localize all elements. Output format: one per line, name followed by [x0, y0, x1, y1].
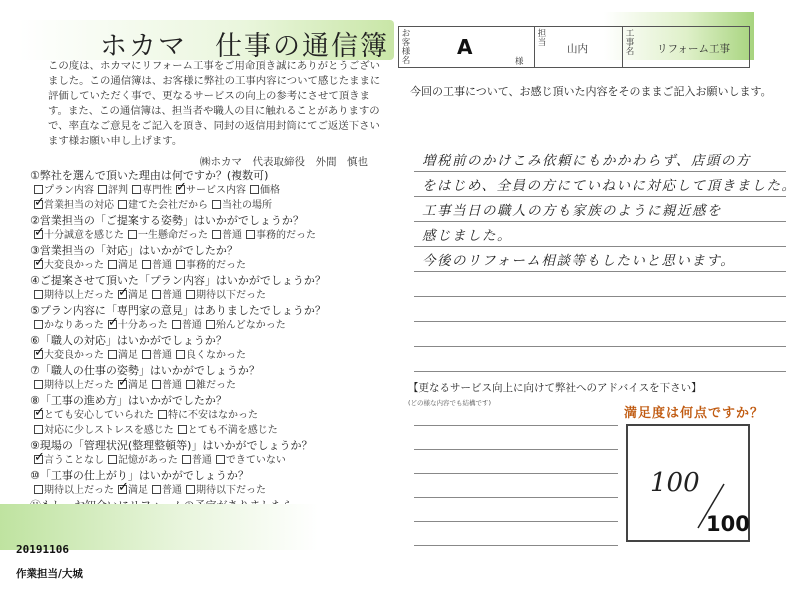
customer-header: [398, 26, 750, 68]
intro-text: この度は、ホカマにリフォーム工事をご用命頂き誠にありがとうございました。この通信簿は、お客様に弊社の工事内容について感じたままに評価していただく事で、更なるサービスの向上の参考にさせて頂きます。また、この通信簿は、担当者や職人の目に触れることがありますので、率直なご意見をご記入を頂き、同封の返信用封筒にてご返送下さいます様お願い申し上げます。: [48, 60, 381, 148]
answer-option[interactable]: [34, 198, 114, 213]
handwritten-comment: 工事当日の職人の方も家族のように親近感を: [422, 203, 722, 219]
comment-prompt: 今回の工事について、お感じ頂いた内容をそのままご記入お願いします。: [410, 85, 772, 98]
question-title: ⑥「職人の対応」はいかがでしょうか？: [30, 334, 227, 347]
checked-checkbox[interactable]: [34, 350, 43, 359]
question-title: ①弊社を選んで頂いた理由は何ですか？(複数可): [30, 169, 269, 182]
checked-checkbox[interactable]: [118, 380, 127, 389]
checkbox[interactable]: [172, 320, 181, 329]
company-name: ホカマ: [100, 31, 187, 62]
checkbox[interactable]: [152, 290, 161, 299]
checkbox[interactable]: [158, 410, 167, 419]
question-title: ⑧「工事の進め方」はいかがでしたか？: [30, 394, 227, 407]
answer-option[interactable]: [34, 408, 154, 423]
answer-option[interactable]: [34, 288, 114, 303]
answer-option[interactable]: [118, 378, 148, 393]
answer-option[interactable]: [34, 453, 104, 468]
survey-left-column: [0, 0, 398, 600]
answer-option-label: 十分誠意を感じた: [44, 230, 124, 241]
checked-checkbox[interactable]: [118, 290, 127, 299]
checkbox[interactable]: [108, 260, 117, 269]
answer-option-label: 建てた会社だから: [128, 200, 208, 211]
answer-option-label: 普通: [152, 350, 172, 361]
checked-checkbox[interactable]: [34, 260, 43, 269]
checkbox[interactable]: [34, 485, 43, 494]
answer-option-label: 雑だった: [196, 380, 236, 391]
answer-option-label: 満足: [128, 485, 148, 496]
checked-checkbox[interactable]: [34, 455, 43, 464]
checkbox[interactable]: [34, 425, 43, 434]
comment-line: [414, 172, 797, 197]
checkbox[interactable]: [108, 455, 117, 464]
answer-option[interactable]: [152, 483, 182, 498]
answer-option[interactable]: [246, 228, 316, 243]
rep-label: 担当: [537, 29, 547, 48]
answer-option[interactable]: [186, 288, 266, 303]
rep-name: 山内: [567, 43, 588, 55]
form-title: 仕事の通信簿: [215, 31, 389, 62]
handwritten-comment: 感じました。: [422, 228, 512, 244]
answer-option[interactable]: [212, 228, 242, 243]
answer-option[interactable]: [34, 483, 114, 498]
checkbox[interactable]: [118, 200, 127, 209]
checkbox[interactable]: [186, 485, 195, 494]
checked-checkbox[interactable]: [176, 185, 185, 194]
advice-line: [414, 402, 618, 426]
checkbox[interactable]: [182, 455, 191, 464]
checkbox[interactable]: [246, 230, 255, 239]
staff-label: 作業担当/大城: [16, 568, 83, 580]
answer-option-label: 普通: [162, 380, 182, 391]
checkbox[interactable]: [176, 350, 185, 359]
date-stamp: 20191106: [16, 543, 69, 556]
answer-option-label: 良くなかった: [186, 350, 246, 361]
question-title: ④ご提案させて頂いた「プラン内容」はいかがでしょうか？: [30, 274, 326, 287]
satisfaction-score: 100: [650, 468, 700, 498]
rep-cell: [535, 27, 623, 67]
answer-option[interactable]: [216, 453, 286, 468]
customer-name-cell: [399, 27, 535, 67]
answer-option[interactable]: [142, 258, 172, 273]
satisfaction-box: [626, 424, 750, 542]
answer-option[interactable]: [34, 258, 104, 273]
comment-line: [414, 247, 786, 272]
answer-option[interactable]: [34, 318, 104, 333]
comment-line: [414, 347, 786, 372]
advice-line: [414, 450, 618, 474]
comment-line: [414, 297, 786, 322]
answer-option-label: 一生懸命だった: [138, 230, 208, 241]
checkbox[interactable]: [142, 350, 151, 359]
answer-option-label: 満足: [128, 290, 148, 301]
answer-option-label: 当社の場所: [222, 200, 272, 211]
answer-option[interactable]: [250, 183, 280, 198]
answer-option-label: 大変良かった: [44, 350, 104, 361]
question-title: ②営業担当の「ご提案する姿勢」はいかがでしょうか？: [30, 214, 304, 227]
answer-option[interactable]: [142, 348, 172, 363]
answer-option-label: 対応に少しストレスを感じた: [44, 425, 174, 436]
answer-option[interactable]: [176, 258, 246, 273]
checkbox[interactable]: [186, 380, 195, 389]
checkbox[interactable]: [98, 185, 107, 194]
checkbox[interactable]: [176, 260, 185, 269]
question-options: [30, 183, 390, 198]
answer-option-label: 期待以上だった: [44, 290, 114, 301]
answer-option[interactable]: [186, 378, 236, 393]
question-title: ③営業担当の「対応」はいかがでしたか？: [30, 244, 238, 257]
checkbox[interactable]: [152, 485, 161, 494]
advice-area: [414, 402, 618, 546]
answer-option[interactable]: [158, 408, 258, 423]
handwritten-comment: 今後のリフォーム相談等もしたいと思います。: [422, 253, 736, 269]
answer-option[interactable]: [176, 348, 246, 363]
advice-line: [414, 522, 618, 546]
question-options: [30, 483, 390, 498]
checked-checkbox[interactable]: [34, 230, 43, 239]
answer-option[interactable]: [128, 228, 208, 243]
question-options: [30, 318, 390, 333]
checkbox[interactable]: [142, 260, 151, 269]
answer-option-label: 価格: [260, 185, 280, 196]
answer-option[interactable]: [118, 198, 208, 213]
question-title: ⑨現場の「管理状況(整理整頓等)」はいかがでしょうか？: [30, 439, 313, 452]
checkbox[interactable]: [108, 350, 117, 359]
satisfaction-title: 満足度は何点ですか？: [624, 406, 765, 421]
answer-option-label: 十分あった: [117, 320, 168, 331]
answer-option-label: 記憶があった: [118, 455, 178, 466]
answer-option-label: 満足: [118, 350, 138, 361]
checkbox[interactable]: [128, 230, 137, 239]
answer-option-label: 普通: [191, 455, 212, 466]
answer-option[interactable]: [176, 183, 246, 198]
answer-option[interactable]: [34, 228, 124, 243]
comment-area: [414, 147, 797, 372]
checkbox[interactable]: [34, 380, 43, 389]
answer-option-label: 評判: [108, 185, 128, 196]
survey-right-column: [398, 0, 800, 600]
advice-line: [414, 498, 618, 522]
answer-option[interactable]: [108, 348, 138, 363]
page-title: [100, 24, 389, 63]
advice-line: [414, 426, 618, 450]
question-options: [30, 228, 390, 243]
handwritten-comment: 増税前のかけこみ依頼にもかかわらず、店頭の方: [422, 153, 751, 169]
question-options: [30, 258, 390, 273]
answer-option-label: プラン内容: [44, 185, 94, 196]
answer-option-label: 期待以上だった: [44, 380, 114, 391]
customer-suffix: 様: [515, 57, 524, 67]
comment-line: [414, 222, 786, 247]
checkbox[interactable]: [34, 290, 43, 299]
answer-option[interactable]: [132, 183, 172, 198]
question-list: [30, 168, 390, 543]
question-options: [30, 408, 390, 423]
work-label: 工事名: [625, 29, 635, 57]
checkbox[interactable]: [34, 320, 43, 329]
checkbox[interactable]: [178, 425, 187, 434]
answer-option-label: 殆んどなかった: [215, 320, 286, 331]
answer-option[interactable]: [182, 453, 212, 468]
comment-line: [414, 322, 786, 347]
answer-option-label: 専門性: [142, 185, 172, 196]
checked-checkbox[interactable]: [34, 200, 43, 209]
comment-line: [414, 272, 786, 297]
answer-option[interactable]: [178, 423, 278, 438]
question-options: [30, 423, 390, 438]
work-cell: [623, 27, 749, 67]
answer-option-label: 営業担当の対応: [44, 200, 114, 211]
answer-option-label: できていない: [225, 455, 286, 466]
question-title: ⑦「職人の仕事の姿勢」はいかがでしょうか？: [30, 364, 260, 377]
signature: ㈱ホカマ 代表取締役 外間 慎也: [200, 156, 368, 168]
answer-option[interactable]: [98, 183, 128, 198]
answer-option-label: 普通: [181, 320, 202, 331]
answer-option[interactable]: [118, 288, 148, 303]
checkbox[interactable]: [152, 380, 161, 389]
answer-option[interactable]: [152, 288, 182, 303]
answer-option-label: 満足: [128, 380, 148, 391]
question-options: [30, 198, 390, 213]
answer-option[interactable]: [108, 258, 138, 273]
answer-option[interactable]: [108, 318, 168, 333]
answer-option[interactable]: [34, 423, 174, 438]
answer-option[interactable]: [34, 378, 114, 393]
question-options: [30, 348, 390, 363]
work-name: リフォーム工事: [657, 43, 730, 55]
answer-option-label: 普通: [162, 290, 182, 301]
question-options: [30, 453, 390, 468]
checked-checkbox[interactable]: [108, 320, 117, 329]
checkbox[interactable]: [186, 290, 195, 299]
checked-checkbox[interactable]: [118, 485, 127, 494]
answer-option-label: 期待以上だった: [44, 485, 114, 496]
answer-option-label: 普通: [162, 485, 182, 496]
comment-line: [414, 197, 786, 222]
customer-name: A: [457, 35, 473, 59]
checkbox[interactable]: [206, 320, 215, 329]
checked-checkbox[interactable]: [34, 410, 43, 419]
advice-note: (どの様な内容でも結構です): [408, 399, 492, 407]
checkbox[interactable]: [250, 185, 259, 194]
comment-line: [414, 147, 786, 172]
answer-option-label: とても不満を感じた: [187, 425, 278, 436]
advice-title: 【更なるサービス向上に向けて弊社へのアドバイスを下さい】: [408, 382, 702, 394]
answer-option-label: 期待以下だった: [196, 290, 266, 301]
answer-option-label: 事務的だった: [256, 230, 316, 241]
answer-option-label: 満足: [118, 260, 138, 271]
answer-option-label: 言うことなし: [44, 455, 104, 466]
question-options: [30, 288, 390, 303]
answer-option[interactable]: [212, 198, 272, 213]
answer-option-label: サービス内容: [186, 185, 246, 196]
checkbox[interactable]: [34, 185, 43, 194]
answer-option-label: 大変良かった: [44, 260, 104, 271]
answer-option[interactable]: [206, 318, 286, 333]
customer-name-label: お客様名: [401, 29, 411, 66]
answer-option-label: 期待以下だった: [196, 485, 266, 496]
checkbox[interactable]: [212, 230, 221, 239]
checkbox[interactable]: [216, 455, 225, 464]
answer-option[interactable]: [152, 378, 182, 393]
answer-option-label: かなりあった: [44, 320, 104, 331]
answer-option-label: とても安心していられた: [44, 410, 154, 421]
question-options: [30, 378, 390, 393]
answer-option[interactable]: [172, 318, 202, 333]
question-title: ⑤プラン内容に「専門家の意見」はありましたでしょうか？: [30, 304, 326, 317]
checkbox[interactable]: [212, 200, 221, 209]
answer-option-label: 普通: [222, 230, 242, 241]
answer-option[interactable]: [118, 483, 148, 498]
answer-option[interactable]: [186, 483, 266, 498]
answer-option[interactable]: [108, 453, 178, 468]
answer-option[interactable]: [34, 348, 104, 363]
satisfaction-max: 100: [706, 512, 750, 536]
question-title: ⑩「工事の仕上がり」はいかがでしょうか？: [30, 469, 249, 482]
answer-option-label: 特に不安はなかった: [168, 410, 258, 421]
answer-option-label: 事務的だった: [186, 260, 246, 271]
advice-line: [414, 474, 618, 498]
handwritten-comment: をはじめ、全員の方にていねいに対応して頂きました。: [422, 178, 797, 194]
checkbox[interactable]: [132, 185, 141, 194]
answer-option-label: 普通: [152, 260, 172, 271]
